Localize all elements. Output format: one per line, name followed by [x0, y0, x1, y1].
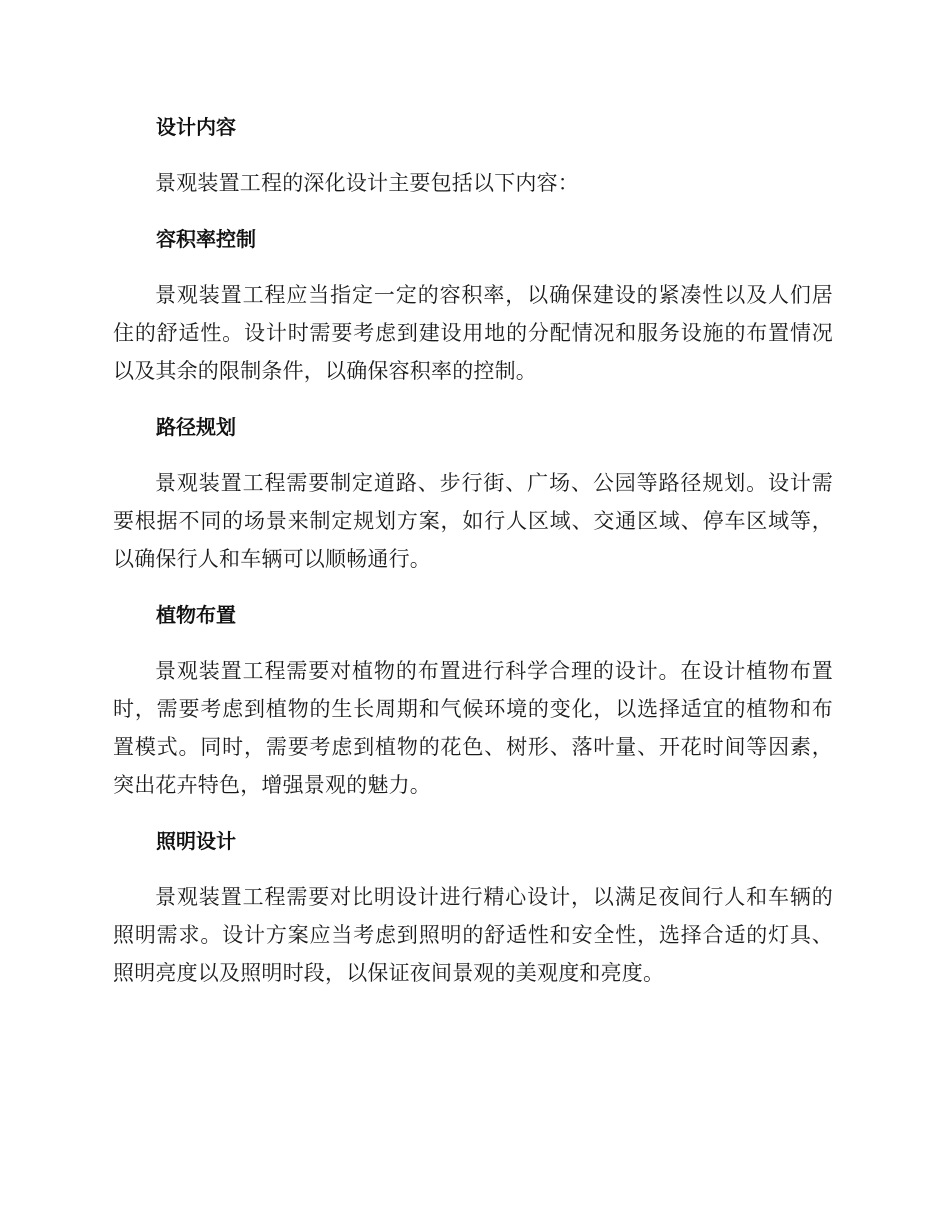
paragraph-plot-ratio: 景观装置工程应当指定一定的容积率，以确保建设的紧凑性以及人们居住的舒适性。设计时需要考虑到建设用地的分配情况和服务设施的布置情况以及其余的限制条件，以确保容积率的控制。	[113, 283, 833, 383]
heading-lighting-design: 照明设计	[156, 829, 236, 853]
heading-path-planning: 路径规划	[156, 415, 236, 439]
paragraph-path-planning: 景观装置工程需要制定道路、步行街、广场、公园等路径规划。设计需要根据不同的场景来制定规划方案，如行人区域、交通区域、停车区域等，以确保行人和车辆可以顺畅通行。	[113, 471, 833, 571]
paragraph-lighting-design: 景观装置工程需要对比明设计进行精心设计，以满足夜间行人和车辆的照明需求。设计方案应当考虑到照明的舒适性和安全性，选择合适的灯具、照明亮度以及照明时段，以保证夜间景观的美观度和亮度。	[113, 885, 833, 985]
intro-paragraph: 景观装置工程的深化设计主要包括以下内容：	[155, 171, 579, 195]
section-title: 设计内容	[156, 115, 236, 139]
heading-plant-layout: 植物布置	[156, 603, 236, 627]
document-page	[113, 108, 833, 1010]
heading-plot-ratio: 容积率控制	[156, 227, 256, 251]
paragraph-plant-layout: 景观装置工程需要对植物的布置进行科学合理的设计。在设计植物布置时，需要考虑到植物的生长周期和气候环境的变化，以选择适宜的植物和布置模式。同时，需要考虑到植物的花色、树形、落叶量、开花时间等因素，突出花卉特色，增强景观的魅力。	[113, 659, 833, 797]
